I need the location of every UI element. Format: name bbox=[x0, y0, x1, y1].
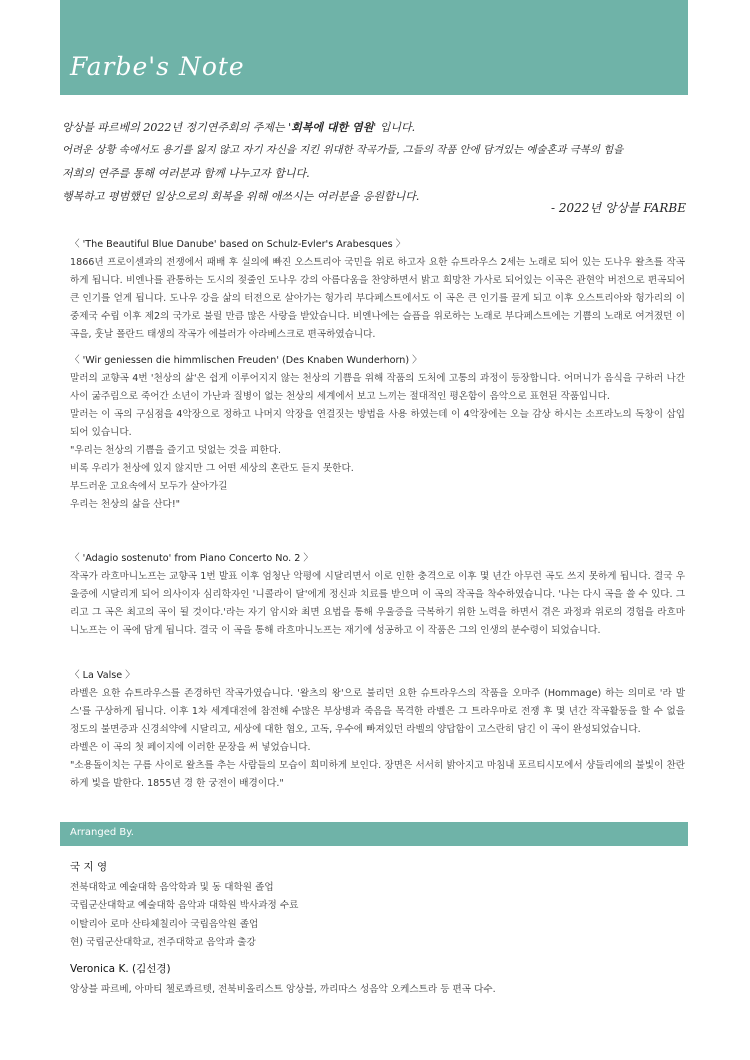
intro-line-1 bbox=[62, 116, 690, 139]
arranger-career-line: 이탈리아 로마 산타체칠리아 국립음악원 졸업 bbox=[70, 918, 259, 930]
section-paragraph: 말러는 이 곡의 구심점을 4악장으로 정하고 나머지 악장을 연결짓는 방법을 사용 하였는데 이 4악장에는 오늘 감상 하시는 소프라노의 독창이 삽입되어 있습니다. bbox=[70, 409, 685, 438]
intro-line-3: 저희의 연주를 통해 여러분과 함께 나누고자 합니다. bbox=[62, 167, 310, 180]
arranger-profile bbox=[70, 858, 685, 953]
section-mahler bbox=[70, 352, 685, 514]
section-paragraph: 말러의 교향곡 4번 '천상의 삶'은 쉽게 이루어지지 않는 천상의 기쁨을 위해 작품의 도처에 고통의 과정이 등장합니다. 어머니가 음식을 구하러 나간 사이 굶주림으로 죽어간 소년이 가난과 질병이 없는 천상의 세계에서 보고 느끼는 절대적인 평온함이 음악으로 표현된 작품입니다. bbox=[70, 373, 685, 402]
section-paragraph: 작곡가 라흐마니노프는 교향곡 1번 발표 이후 엄청난 악평에 시달리면서 이로 인한 충격으로 이후 몇 년간 아무런 곡도 쓰지 못하게 됩니다. 결국 우울증에 시달리게 되어 의사이자 심리학자인 '니콜라이 달'에게 정신과 치료를 받으며 이 곡의 작곡을 착수하였습니다. '나는 다시 곡을 쓸 수 있다. 그리고 그 곡은 최고의 곡이 될 것이다.'라는 자기 암시와 최면 요법을 통해 우울증을 극복하기 위한 노력을 하면서 겪은 과정과 위로의 경험을 라흐마니노프는 이 곡에 담게 됩니다. 결국 이 곡을 통해 라흐마니노프는 재기에 성공하고 이 작품은 그의 인생의 분수령이 되었습니다. bbox=[70, 571, 685, 636]
section-title: 〈 'Wir geniessen die himmlischen Freuden' (Des Knaben Wunderhorn) 〉 bbox=[70, 355, 422, 366]
section-quote-line: "소용돌이치는 구름 사이로 왈츠를 추는 사람들의 모습이 희미하게 보인다. 장면은 서서히 밝아지고 마침내 포르티시모에서 샹들리에의 불빛이 찬란하게 빛을 발한다. 1855년 경 한 궁전이 배경이다." bbox=[70, 760, 685, 789]
section-la-valse bbox=[70, 667, 685, 793]
section-quote-line: 우리는 천상의 삶을 산다!" bbox=[70, 499, 181, 510]
section-title: 〈 'The Beautiful Blue Danube' based on Schulz-Evler's Arabesques 〉 bbox=[70, 239, 406, 250]
section-paragraph: 1866년 프로이센과의 전쟁에서 패배 후 실의에 빠진 오스트리아 국민을 위로 하고자 요한 슈트라우스 2세는 노래로 되어 있는 도나우 왈츠를 작곡하게 됩니다. 비엔나를 관통하는 도시의 젖줄인 도나우 강의 아름다움을 찬양하면서 밝고 희망찬 가사로 되어있는 이곡은 관현악 버전으로 편곡되어 큰 인기를 얻게 됩니다. 도나우 강을 삶의 터전으로 살아가는 헝가리 부다페스트에서도 이 곡은 큰 인기를 끌게 되고 이후 오스트리아와 헝가리의 이중제국 수립 이후 제2의 국가로 불릴 만큼 많은 사랑을 받았습니다. 비엔나에는 슬픔을 위로하는 노래로 부다페스트에는 기쁨의 노래로 여겨졌던 이 곡을, 훗날 폴란드 태생의 작곡가 에블러가 아라베스크로 편곡하였습니다. bbox=[70, 257, 685, 340]
page-title: Farbe's Note bbox=[70, 52, 245, 81]
arranger-career-line: 현) 국립군산대학교, 전주대학교 음악과 출강 bbox=[70, 937, 256, 948]
intro-line-1-pre: 앙상블 파르베의 2022년 정기연주회의 주제는 ' bbox=[62, 121, 292, 134]
section-quote-line: 부드러운 고요속에서 모두가 살아가길 bbox=[70, 481, 228, 492]
section-blue-danube bbox=[70, 236, 685, 344]
intro-signature: - 2022년 앙상블 FARBE bbox=[551, 201, 686, 215]
section-title: 〈 'Adagio sostenuto' from Piano Concerto No. 2 〉 bbox=[70, 553, 313, 564]
intro-line-2: 어려운 상황 속에서도 용기를 잃지 않고 자기 자신을 지킨 위대한 작곡가들, 그들의 작품 안에 담겨있는 예술혼과 극복의 힘을 bbox=[62, 144, 624, 156]
section-paragraph: 라벨은 요한 슈트라우스를 존경하던 작곡가였습니다. '왈츠의 왕'으로 불리던 요한 슈트라우스의 작품을 오마주 (Hommage) 하는 의미로 '라 발스'를 구상하게 됩니다. 이후 1차 세계대전에 참전해 수많은 부상병과 죽음을 목격한 라벨은 그 트라우마로 전쟁 후 몇 년간 작곡활동을 할 수 없을 정도의 불면증과 신경쇠약에 시달리고, 세상에 대한 혐오, 고독, 우수에 빠져있던 라벨의 양답함이 고스란히 담긴 이 곡이 완성되었습니다. bbox=[70, 688, 685, 735]
section-quote-line: 비록 우리가 천상에 있지 않지만 그 어떤 세상의 혼란도 듣지 못한다. bbox=[70, 463, 354, 474]
intro-line-1-post: ' 입니다. bbox=[373, 121, 416, 134]
intro-theme: 회복에 대한 염원 bbox=[291, 121, 374, 134]
arranged-band bbox=[60, 822, 688, 846]
section-paragraph: 라벨은 이 곡의 첫 페이지에 이러한 문장을 써 넣었습니다. bbox=[70, 742, 311, 753]
arranged-label: Arranged By. bbox=[70, 827, 134, 838]
arranger-name: Veronica K. (김선경) bbox=[70, 963, 171, 975]
intro-line-4: 행복하고 평범했던 일상으로의 회복을 위해 애쓰시는 여러분을 응원합니다. bbox=[62, 190, 420, 203]
arranger-career-line: 전북대학교 예술대학 음악학과 및 동 대학원 졸업 bbox=[70, 881, 274, 893]
arranger-career-line: 국립군산대학교 예술대학 음악과 대학원 박사과정 수료 bbox=[70, 900, 299, 911]
arranger-profile bbox=[70, 960, 685, 999]
arranger-career-line: 앙상블 파르베, 아마티 첼로콰르텟, 전북비올리스트 앙상블, 까리따스 성음악 오케스트라 등 편곡 다수. bbox=[70, 983, 496, 995]
section-title: 〈 La Valse 〉 bbox=[70, 670, 135, 681]
arranger-name: 국 지 영 bbox=[70, 861, 108, 873]
section-quote-line: "우리는 천상의 기쁨을 즐기고 덧없는 것을 피한다. bbox=[70, 445, 282, 456]
intro-message bbox=[62, 116, 690, 208]
section-rachmaninoff bbox=[70, 550, 685, 640]
